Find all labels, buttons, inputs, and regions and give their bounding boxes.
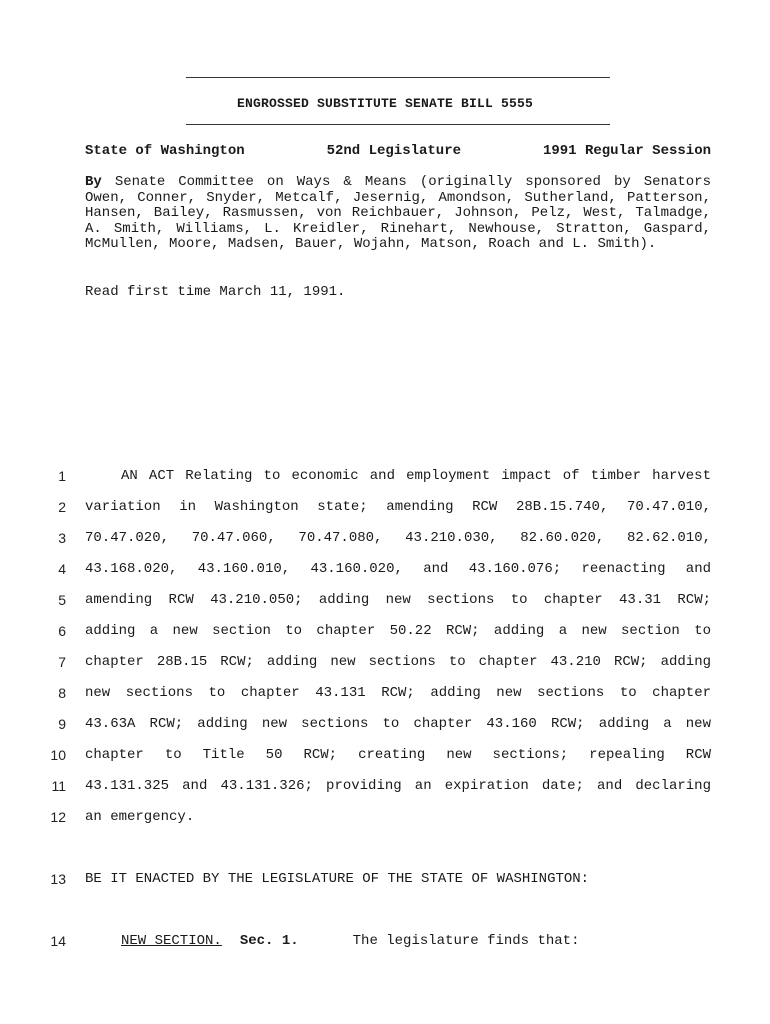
bill-line: chapter 28B.15 RCW; adding new sections to chapter 43.210 RCW; adding bbox=[85, 654, 711, 670]
line-number: 7 bbox=[58, 654, 66, 670]
bill-line: 43.168.020, 43.160.010, 43.160.020, and 43.160.076; reenacting and bbox=[85, 561, 711, 577]
section-line bbox=[85, 933, 711, 949]
section-number: Sec. 1. bbox=[239, 933, 299, 949]
line-number: 12 bbox=[50, 809, 66, 825]
bill-line: new sections to chapter 43.131 RCW; adding new sections to chapter bbox=[85, 685, 711, 701]
bill-title: ENGROSSED SUBSTITUTE SENATE BILL 5555 bbox=[236, 96, 534, 111]
enacting-clause: BE IT ENACTED BY THE LEGISLATURE OF THE STATE OF WASHINGTON: bbox=[85, 871, 590, 887]
new-section-label: NEW SECTION. bbox=[121, 933, 222, 949]
line-number: 11 bbox=[51, 778, 66, 794]
bill-line: 43.63A RCW; adding new sections to chapter 43.160 RCW; adding a new bbox=[85, 716, 711, 732]
line-number: 3 bbox=[58, 530, 66, 546]
legislature-name: 52nd Legislature bbox=[326, 143, 462, 159]
bill-line: adding a new section to chapter 50.22 RCW; adding a new section to bbox=[85, 623, 711, 639]
line-number: 1 bbox=[58, 468, 66, 484]
sponsors-text: Senate Committee on Ways & Means (originally sponsored by Senators Owen, Conner, Snyder, Metcalf, Jesernig, Amondson, Sutherland, Patterson, Hansen, Bailey, Rasmussen, von Reichbauer, Johnson, Pelz, West, Talmadge, A. Smith, Williams, L. Kreidler, Rinehart, Newhouse, Stratton, Gaspard, McMullen, Moore, Madsen, Bauer, Wojahn, Matson, Roach and L. Smith). bbox=[85, 174, 711, 252]
bill-line: 70.47.020, 70.47.060, 70.47.080, 43.210.030, 82.60.020, 82.62.010, bbox=[85, 530, 711, 546]
section-text: The legislature finds that: bbox=[352, 933, 580, 949]
line-number: 13 bbox=[50, 871, 66, 887]
bill-header bbox=[85, 143, 711, 159]
bill-line: AN ACT Relating to economic and employment impact of timber harvest bbox=[121, 468, 711, 484]
title-rule bbox=[186, 124, 610, 125]
read-first-time: Read first time March 11, 1991. bbox=[85, 284, 346, 300]
line-number: 2 bbox=[58, 499, 66, 515]
session-name: 1991 Regular Session bbox=[542, 143, 711, 159]
line-number: 6 bbox=[58, 623, 66, 639]
bill-line: amending RCW 43.210.050; adding new sections to chapter 43.31 RCW; bbox=[85, 592, 711, 608]
state-name: State of Washington bbox=[85, 143, 245, 159]
line-number: 5 bbox=[58, 592, 66, 608]
sponsors-paragraph bbox=[85, 175, 711, 253]
line-number: 10 bbox=[50, 747, 66, 763]
line-number: 4 bbox=[58, 561, 66, 577]
by-label: By bbox=[85, 174, 102, 190]
line-number: 9 bbox=[58, 716, 66, 732]
line-number: 8 bbox=[58, 685, 66, 701]
bill-line: 43.131.325 and 43.131.326; providing an expiration date; and declaring bbox=[85, 778, 711, 794]
top-rule bbox=[186, 77, 610, 78]
bill-line: an emergency. bbox=[85, 809, 195, 825]
bill-line: variation in Washington state; amending RCW 28B.15.740, 70.47.010, bbox=[85, 499, 711, 515]
bill-line: chapter to Title 50 RCW; creating new sections; repealing RCW bbox=[85, 747, 711, 763]
line-number: 14 bbox=[50, 933, 66, 949]
